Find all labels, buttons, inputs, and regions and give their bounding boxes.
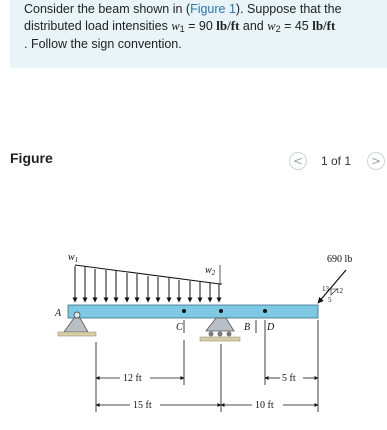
dimension-lines xyxy=(96,320,318,412)
chevron-left-icon: < xyxy=(292,154,304,168)
prompt-text: ). Suppose that the xyxy=(235,2,342,16)
w1-unit: lb/ft xyxy=(216,17,240,33)
figure-link[interactable]: Figure 1 xyxy=(190,2,236,16)
label-c: C xyxy=(176,322,183,333)
slope-13-label: 13 xyxy=(322,285,329,293)
roller-support-b xyxy=(200,318,240,341)
w2-label: $w_2$ xyxy=(205,265,216,277)
dim-15ft: 15 ft xyxy=(133,400,152,411)
label-d: D xyxy=(267,322,275,333)
force-label: 690 lb xyxy=(327,254,353,265)
point-d-marker xyxy=(263,309,267,313)
prompt-text: distributed load intensities xyxy=(24,18,172,33)
dim-5ft: 5 ft xyxy=(282,373,296,384)
point-b-marker xyxy=(219,309,223,313)
dim-12ft: 12 ft xyxy=(123,373,142,384)
w1-symbol: w xyxy=(171,18,180,33)
distributed-load xyxy=(75,265,222,302)
label-a: A xyxy=(55,308,62,319)
chevron-right-icon: > xyxy=(370,154,382,168)
beam xyxy=(68,305,318,318)
w2-subscript: 2 xyxy=(275,23,281,34)
w2-value: = 45 xyxy=(280,18,313,33)
slope-5-label: 5 xyxy=(328,296,332,304)
prompt-text: Consider the beam shown in ( xyxy=(24,2,191,16)
w2-unit: lb/ft xyxy=(312,17,336,33)
figure-counter: 1 of 1 xyxy=(321,154,352,168)
prompt-line-3: . Follow the sign convention. xyxy=(24,37,182,51)
point-c-marker xyxy=(182,309,186,313)
label-b: B xyxy=(244,322,251,333)
w2-symbol: w xyxy=(267,18,276,33)
and-text: and xyxy=(239,18,268,33)
w1-label: $w_1$ xyxy=(68,252,79,264)
w1-value: = 90 xyxy=(184,18,217,33)
slope-12-label: 12 xyxy=(336,287,343,295)
dim-10ft: 10 ft xyxy=(255,400,274,411)
figure-title: Figure xyxy=(10,150,53,166)
w1-subscript: 1 xyxy=(179,23,185,34)
